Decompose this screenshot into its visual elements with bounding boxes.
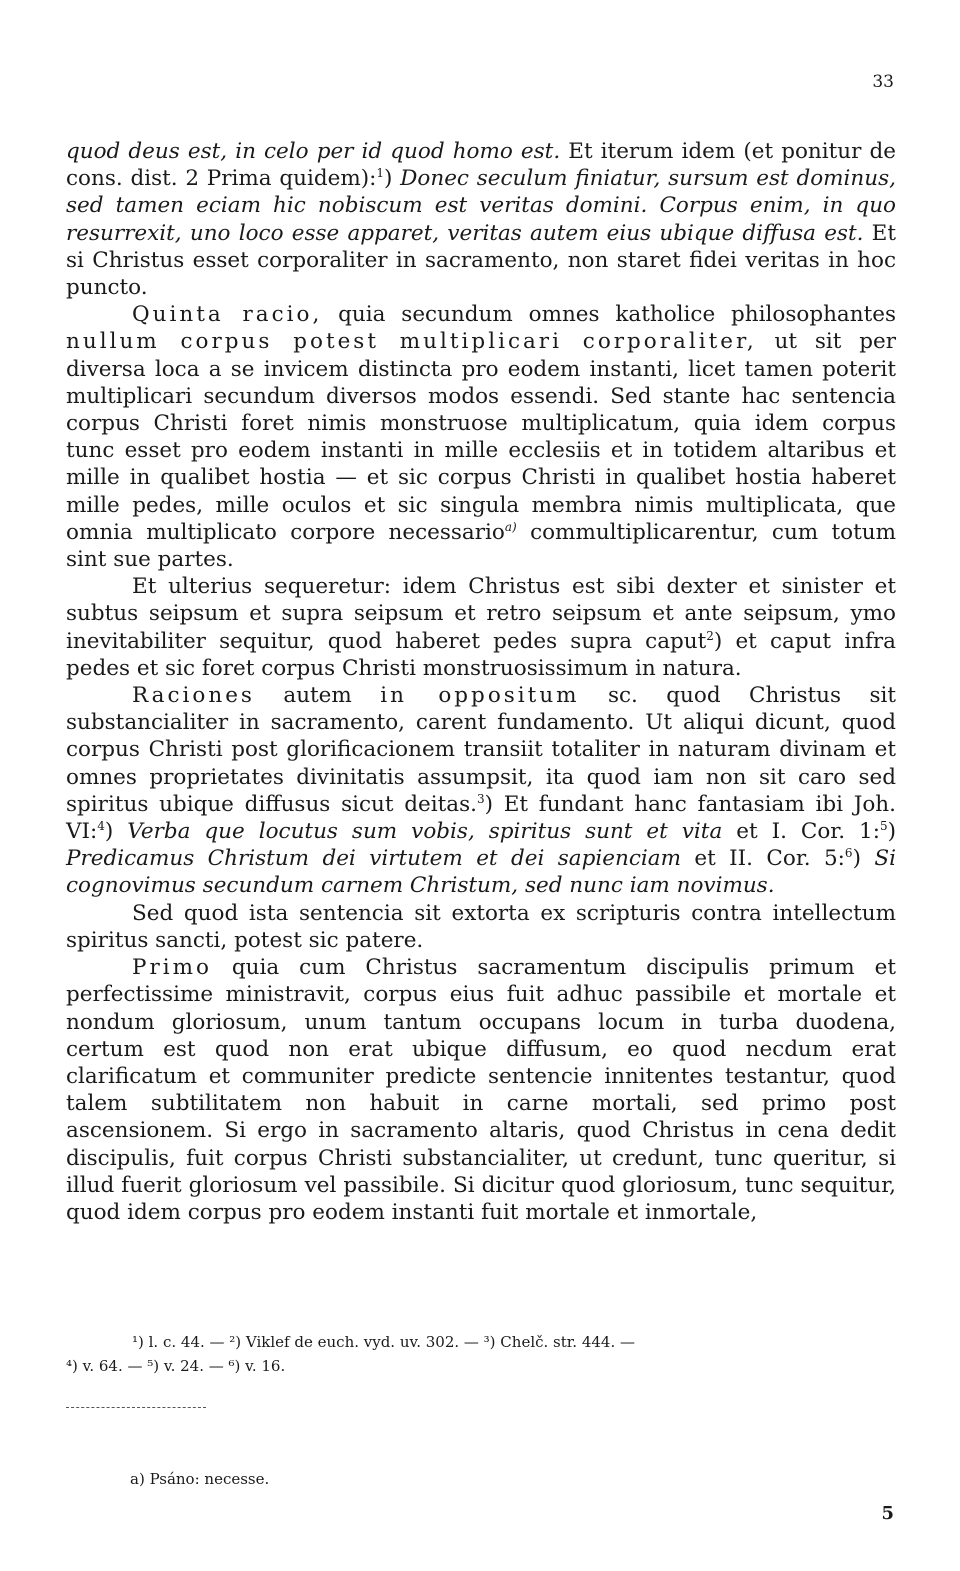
spaced-text: Raciones <box>132 683 255 709</box>
spaced-text: Primo <box>132 955 212 981</box>
separator-rule <box>66 1407 206 1408</box>
paragraph-5: Sed quod ista sentencia sit extorta ex scripturis contra intellectum spiritus sancti, potest sic patere. <box>66 900 896 953</box>
signature-mark: 5 <box>881 1503 894 1524</box>
text-run: ) <box>384 166 401 192</box>
text-run: quia secundum omnes katholice philosophantes <box>322 302 896 328</box>
spaced-text: Quinta racio, <box>132 302 323 328</box>
paragraph-2 <box>66 301 896 573</box>
text-run: et I. Cor. 1: <box>722 819 880 845</box>
footnote-ref: 3 <box>476 791 485 806</box>
paragraph-1 <box>66 138 896 301</box>
footnote-ref: 6 <box>844 846 853 861</box>
text-run: ) <box>852 846 875 872</box>
text-run: Et si Christus esset corporaliter in sacramento, non staret fidei veritas in hoc puncto. <box>66 220 897 301</box>
quote-text: quod deus est, in celo per id quod homo est. <box>66 139 561 164</box>
text-run: ) et caput infra pedes et sic foret corpus Christi monstruosissimum in natura. <box>66 628 896 681</box>
footnote-ref: 1 <box>376 166 385 181</box>
text-run: sc. quod Christus sit substancialiter in sacramento, carent fundamento. Ut aliqui dicunt, quod corpus Christi post glorificacionem transiit totaliter in naturam divinam et omnes proprietates divinitatis assumpsit, ita quod iam non sit caro sed spiritus ubique diffusus sicut deitas. <box>66 683 896 817</box>
quote-text: Donec seculum finiatur, sursum est dominus, sed tamen eciam hic nobiscum est veritas domini. Corpus enim, in quo resurrexit, uno loco esse apparet, veritas autem eius ubique diffusa est. <box>66 166 896 246</box>
main-text <box>66 138 896 1226</box>
paragraph-4 <box>66 682 896 900</box>
variant-note: a) Psáno: necesse. <box>130 1470 270 1488</box>
footnote-line: ⁴) v. 64. — ⁵) v. 24. — ⁶) v. 16. <box>66 1357 286 1375</box>
text-run: ) <box>887 819 896 845</box>
paragraph-6 <box>66 954 896 1226</box>
text-run: et II. Cor. 5: <box>680 846 845 872</box>
spaced-text: nullum corpus potest multiplicari corporaliter, <box>66 329 757 355</box>
footnote-ref: 2 <box>706 628 714 643</box>
text-run: commultiplicarentur, cum totum sint sue partes. <box>66 519 896 573</box>
text-run: ) Et fundant hanc fantasiam ibi Joh. VI: <box>66 791 896 845</box>
footnote-ref: 4 <box>97 818 105 833</box>
page-number: 33 <box>872 72 894 92</box>
spaced-text: in oppositum <box>380 683 580 709</box>
quote-text: Si cognovimus secundum carnem Christum, sed nunc iam novimus. <box>66 846 896 899</box>
text-run: Et iterum idem (et ponitur de cons. dist. 2 Prima quidem): <box>66 139 896 192</box>
text-run: ) <box>104 819 128 845</box>
quote-text: Predicamus Christum dei virtutem et dei sapienciam <box>66 846 681 872</box>
paragraph-3 <box>66 573 896 682</box>
text-run: Et ulterius sequeretur: idem Christus est sibi dexter et sinister et subtus seipsum et supra seipsum et retro seipsum et ante seipsum, ymo inevitabiliter sequitur, quod haberet pedes supra caput <box>66 574 896 654</box>
text-run: ut sit per diversa loca a se invicem distincta pro eodem instanti, licet tamen poterit multiplicari secundum diversos modos essendi. Sed stante hac sentencia corpus Christi foret nimis monstruose multiplicatum, quia idem corpus tunc esset pro eodem instanti in mille ecclesiis et in totidem altaribus et mille in qualibet hostia — et sic corpus Christi in qualibet hostia haberet mille pedes, mille oculos et sic singula membra nimis multiplicata, que omnia multiplicato corpore necessario <box>66 329 896 545</box>
footnote-line: ¹) l. c. 44. — ²) Viklef de euch. vyd. uv. 302. — ³) Chelč. str. 444. — <box>132 1333 636 1351</box>
text-run: autem <box>254 683 381 709</box>
footnote-ref: 5 <box>879 818 888 833</box>
text-run: quia cum Christus sacramentum discipulis primum et perfectissime ministravit, corpus eius fuit adhuc passibile et mortale et nondum gloriosum, unum tantum occupans locum in turba duodena, certum est quod non erat ubique diffusum, eo quod necdum erat clarificatum et communiter predicte sentencie innitentes testantur, quod talem subtilitatem non habuit in carne mortali, sed primo post ascensionem. Si ergo in sacramento altaris, quod Christus in cena dedit discipulis, fuit corpus Christi substancialiter, ut credunt, tunc queritur, si illud fuerit gloriosum vel passibile. Si dicitur quod gloriosum, tunc sequitur, quod idem corpus pro eodem instanti fuit mortale et inmortale, <box>66 955 896 1225</box>
quote-text: Verba que locutus sum vobis, spiritus sunt et vita <box>127 819 723 845</box>
footnotes <box>66 1330 896 1378</box>
variant-ref: a) <box>504 519 517 534</box>
